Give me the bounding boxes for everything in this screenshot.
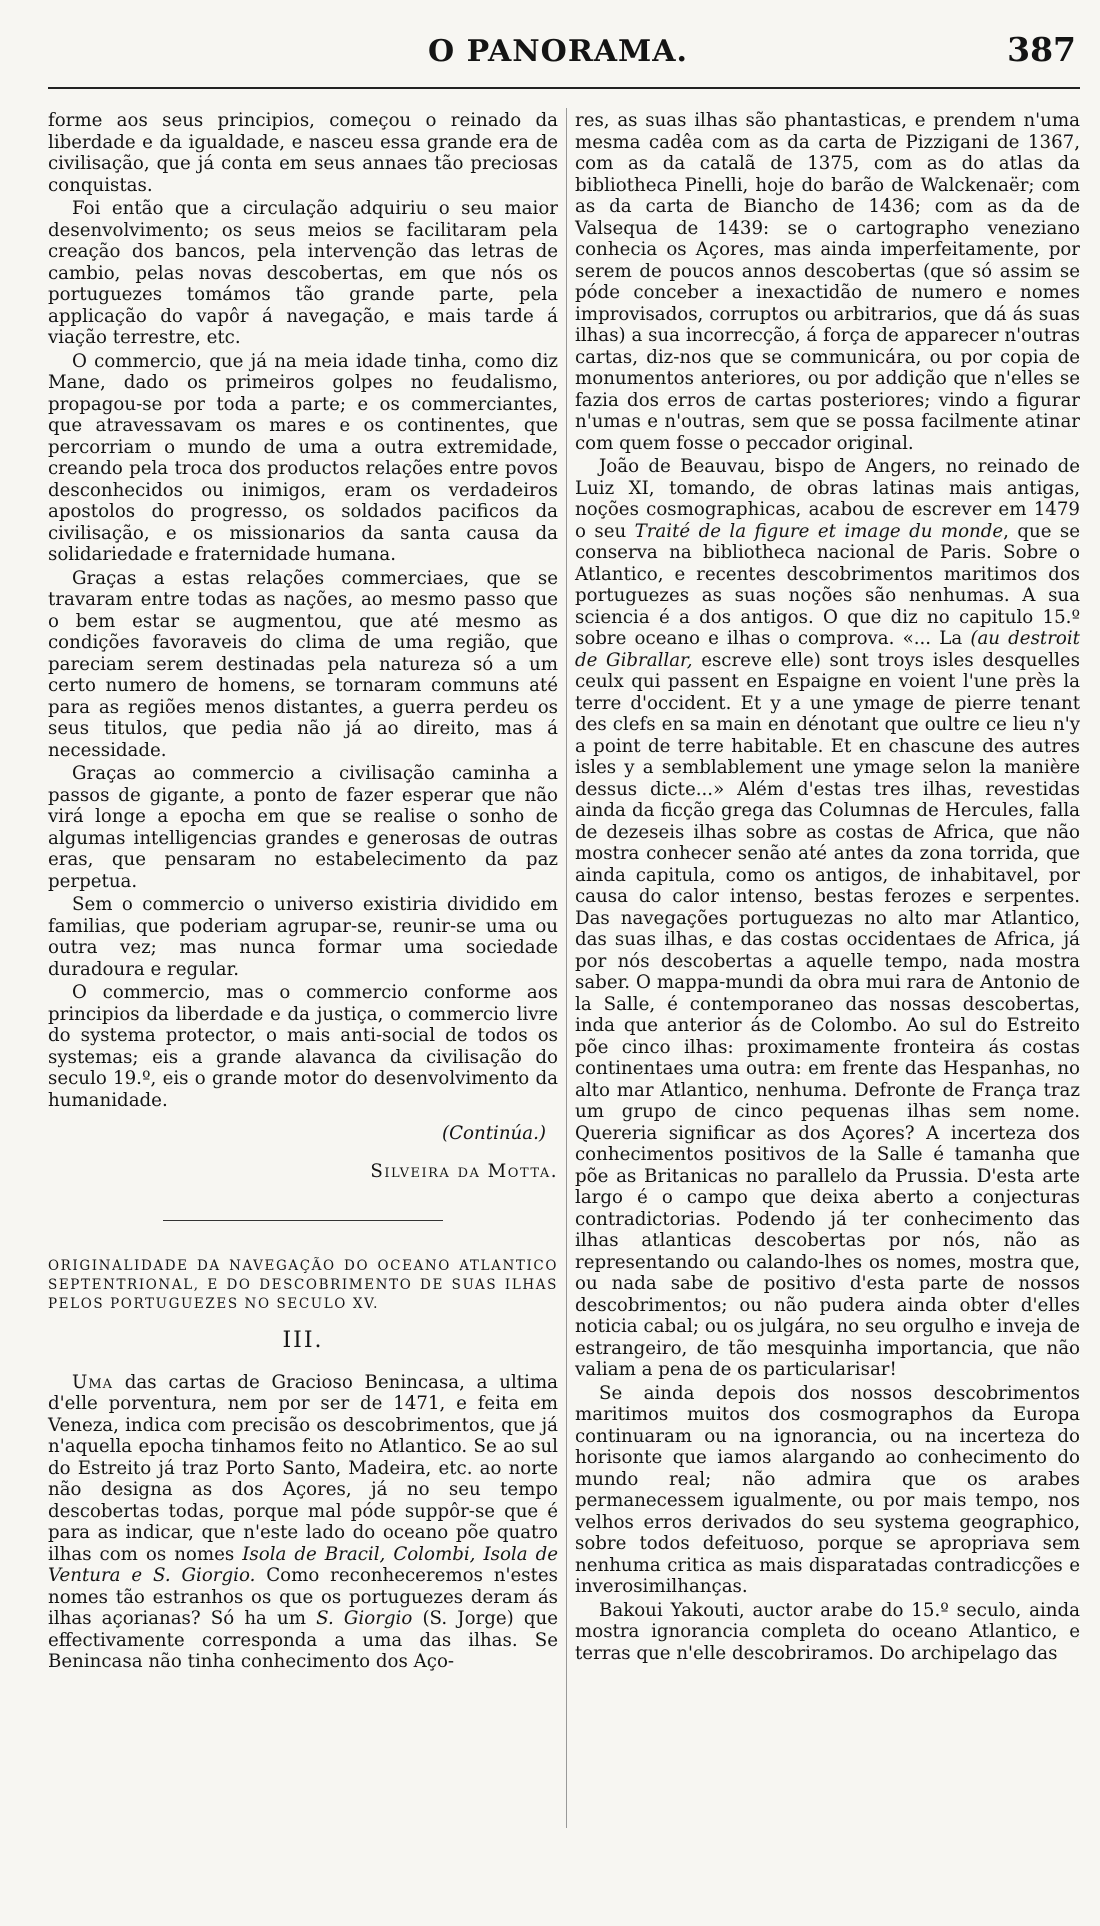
paragraph: O commercio, mas o commercio conforme aos principios da liberdade e da justiça, o commercio livre do systema protector, o mais anti-social de todos os systemas; eis a grande alavanca da civilisação do seculo 19.º, eis o grande motor do desenvolvimento da humanidade. [48, 982, 558, 1111]
text-run: (S. Jorge) que effectivamente corresponda a uma das ilhas. Se Benincasa não tinha conhecimento dos Aço- [48, 1608, 558, 1672]
paragraph: Bakoui Yakouti, auctor arabe do 15.º seculo, ainda mostra ignorancia completa do oceano Atlantico, e terras que n'elle descobriramos. Do archipelago das [575, 1599, 1080, 1664]
dropcap-word: Uma [72, 1371, 114, 1393]
paragraph: O commercio, que já na meia idade tinha, como diz Mane, dado os primeiros golpes no feudalismo, propagou-se por toda a parte; e os commerciantes, que atravessavam os mares e os continentes, que percorriam o mundo de uma a outra extremidade, creando pela troca dos productos relações entre povos desconhecidos ou inimigos, eram os verdadeiros apostolos do progresso, os soldados pacificos da civilisação, e os missionarios da santa causa da solidariedade e fraternidade humana. [48, 350, 558, 565]
header-rule [48, 87, 1080, 89]
continued-note: (Continúa.) [442, 1123, 546, 1144]
journal-title: O PANORAMA. [428, 34, 688, 69]
paragraph: Sem o commercio o universo existiria dividido em familias, que poderiam agrupar-se, reunir-se uma ou outra vez; mas nunca formar uma sociedade duradoura e regular. [48, 894, 558, 980]
column-divider [566, 108, 567, 1828]
paragraph: res, as suas ilhas são phantasticas, e prendem n'uma mesma cadêa com as da carta de Pizzigani de 1367, com as da catalã de 1375, com as do atlas da bibliotheca Pinelli, hoje do barão de Walckenaër; com as da carta de Biancho de 1436; com as da de Valsequa de 1439: se o cartographo veneziano conhecia os Açores, mas ainda imperfeitamente, por serem de poucos annos descobertas (que só assim se póde conceber a inexactidão de numero e nomes improvisados, corruptos ou arbitrarios, que dá ás suas ilhas) a sua incorrecção, á força de apparecer n'outras cartas, diz-nos que se communicára, ou por copia de monumentos anteriores, ou por addição que n'elles se fazia dos erros de cartas posteriores; vindo a figurar n'umas e n'outras, sem que se possa facilmente atinar com quem fosse o peccador original. [575, 110, 1080, 454]
text-run: , que se conserva na bibliotheca nacional de Paris. Sobre o Atlantico, e recentes descobrimentos maritimos dos portuguezes as suas noções são nenhumas. A sua sciencia é a dos antigos. O que diz no capitulo 15.º sobre oceano e ilhas o comprova. «... La [575, 520, 1081, 649]
paragraph: forme aos seus principios, começou o reinado da liberdade e da igualdade, e nasceu essa grande era de civilisação, que já conta em seus annaes tão preciosas conquistas. [48, 110, 558, 196]
left-column [48, 110, 558, 1675]
italic-run: Isola de Bracil, Colombi, Isola de Ventura e S. Giorgio. [48, 1543, 558, 1586]
paragraph: Graças ao commercio a civilisação caminha a passos de gigante, a ponto de fazer esperar que não virá longe a epocha em que se realise o sonho de algumas intelligencias grandes e generosas de outras eras, que pensaram no estabelecimento da paz perpetua. [48, 763, 558, 892]
paragraph: Foi então que a circulação adquiriu o seu maior desenvolvimento; os seus meios se facilitaram pela creação dos bancos, pela intervenção das letras de cambio, pelas novas descobertas, em que nós os portuguezes tomámos tão grande parte, pela applicação do vapôr á navegação, e mais tarde á viação terrestre, etc. [48, 198, 558, 348]
text-run: das cartas de Gracioso Benincasa, a ultima d'elle porventura, nem por ser de 1471, e feita em Veneza, indica com precisão os descobrimentos, que já n'aquella epocha tinhamos feito no Atlantico. Se ao sul do Estreito já traz Porto Santo, Madeira, etc. ao norte não designa as dos Açores, já no seu tempo descobertas todas, porque mal póde suppôr-se que é para as indicar, que n'este lado do oceano põe quatro ilhas com os nomes [48, 1371, 558, 1565]
page-header [40, 28, 1076, 78]
paragraph: Graças a estas relações commerciaes, que se travaram entre todas as nações, ao mesmo passo que o bem estar se augmentou, que até mesmo as condições favoraveis do clima de uma região, que pareciam serem destinadas pela natureza só a um certo numero de homens, se tornaram communs até para as regiões menos distantes, a guerra perdeu os seus titulos, que pedia não já ao direito, mas á necessidade. [48, 567, 558, 761]
article-separator [163, 1220, 443, 1221]
italic-run: (au destroit de Gibrallar, [575, 628, 1080, 671]
page-number: 387 [1007, 30, 1076, 69]
text-run: escreve elle) sont troys isles desquelles ceulx qui passent en Espaigne en voient l'une près la terre d'occident. Et y a une ymage de pierre tenant des clefs en sa main en dénotant que oultre ce lieu n'y a point de terre habitable. Et en chascune des autres isles y a semblablement une ymage selon la manière dessus dicte...» Além d'estas tres ilhas, revestidas ainda da ficção grega das Columnas de Hercules, falla de dezeseis ilhas sobre as costas de Africa, que não mostra conhecer senão até antes da zona torrida, que ainda capitula, como os antigos, de inhabitavel, por causa do calor intenso, bestas ferozes e serpentes. Das navegações portuguezas no alto mar Atlantico, das suas ilhas, e das costas occidentaes de Africa, já por nós descobertas a aquelle tempo, nada mostra saber. O mappa-mundi da obra mui rara de Antonio de la Salle, é contemporaneo das nossas descobertas, inda que anterior ás de Colombo. Ao sul do Estreito põe cinco ilhas: proximamente fronteira ás costas continentaes uma outra: em frente das Hespanhas, no alto mar Atlantico, nenhuma. Defronte de França traz um grupo de cinco pequenas ilhas sem nome. Quereria significar as dos Açores? A incerteza dos conhecimentos positivos de la Salle é tamanha que põe as Britanicas no parallelo da Prussia. D'esta arte largo é o campo que deixa aberto a conjecturas contradictorias. Podendo já ter conhecimento das ilhas atlanticas descobertas por nós, não as representando ou calando-lhes os nomes, mostra que, ou nada sabe de positivo d'esta parte de nossos descobrimentos; ou não pudera ainda obter d'elles noticia cabal; ou os julgára, no seu orgulho e inveja de estrangeiro, de tão mesquinha importancia, que não valiam a pena de os particularisar! [575, 649, 1080, 1380]
section-number: III. [282, 1328, 324, 1353]
paragraph: Se ainda depois dos nossos descobrimentos maritimos muitos dos cosmographos da Europa continuaram ou na ignorancia, ou na incerteza do horisonte que iamos alargando ao conhecimento do mundo real; não admira que os arabes permanecessem igualmente, ou por mais tempo, nos velhos erros derivados do seu systema geographico, sobre todos defeituoso, porque se apropriava sem nenhuma critica as mais disparatadas contradicções e inverosimilhanças. [575, 1382, 1080, 1597]
author-signature: Silveira da Motta. [370, 1160, 558, 1182]
text-run: João de Beauvau, bispo de Angers, no reinado de Luiz XI, tomando, de obras latinas mais antigas, noções cosmographicas, acabou de escrever em 1479 o seu [575, 456, 1080, 542]
article-paragraph [48, 1372, 558, 1673]
italic-run: Traité de la figure et image du monde [634, 520, 1004, 542]
italic-run: S. Giorgio [316, 1608, 413, 1629]
article-title: ORIGINALIDADE DA NAVEGAÇÃO DO OCEANO ATLANTICO SEPTENTRIONAL, E DO DESCOBRIMENTO DE SUAS ILHAS PELOS PORTUGUEZES NO SECULO XV. [48, 1258, 558, 1312]
right-column [575, 110, 1080, 1666]
paragraph [575, 456, 1080, 1381]
text-run: Como reconheceremos n'estes nomes tão estranhos os que os portuguezes deram ás ilhas açorianas? Só ha um [48, 1565, 558, 1629]
